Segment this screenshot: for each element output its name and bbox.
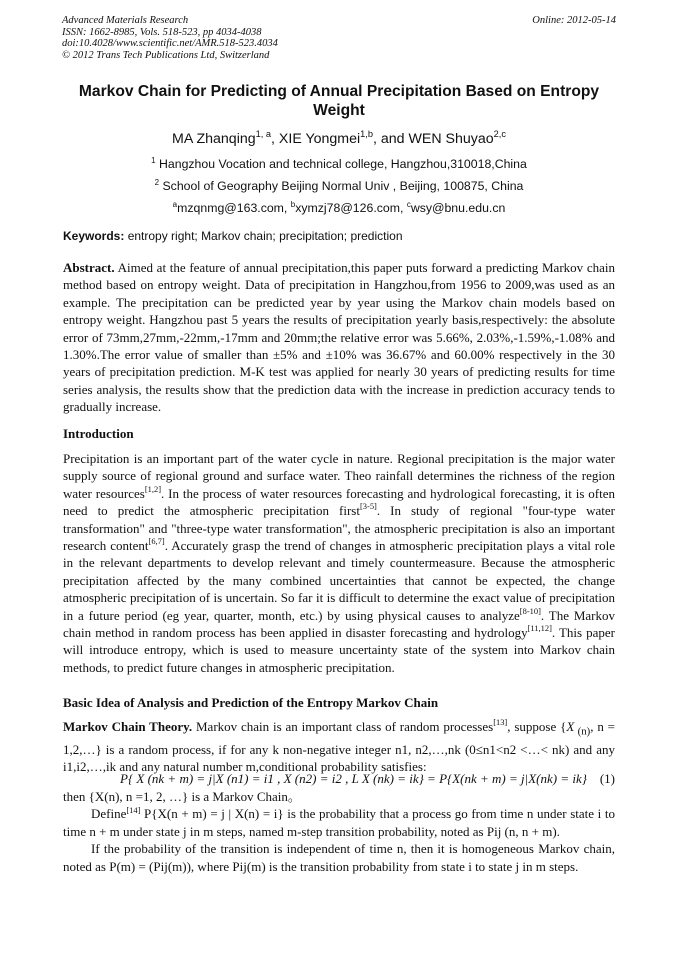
keywords bbox=[63, 229, 615, 243]
markov-definition-block bbox=[63, 788, 615, 875]
email-b[interactable]: xymzj78@126.com, bbox=[295, 201, 407, 215]
then-line: then {X(n), n =1, 2, …} is a Markov Chain。 bbox=[63, 789, 301, 804]
citation: [3-5] bbox=[359, 501, 377, 512]
online-date: Online: 2012-05-14 bbox=[532, 15, 616, 26]
author-3: , and WEN Shuyao bbox=[373, 131, 494, 147]
citation: [11,12] bbox=[527, 623, 552, 634]
author-2-sup: 1,b bbox=[360, 128, 373, 139]
equation-body: P{ X (nk + m) = j|X (n1) = i1 , X (n2) = i2 , L X (nk) = ik} = P{X(nk + m) = j|X(nk) = ik} bbox=[120, 771, 587, 786]
affiliation-2: $^2$ School of Geography Beijing Normal Univ , Beijing, 100875, China bbox=[154, 177, 524, 193]
equation-1 bbox=[120, 770, 615, 787]
author-2: , XIE Yongmei bbox=[271, 131, 361, 147]
keywords-text: entropy right; Markov chain; precipitation; prediction bbox=[124, 229, 403, 243]
introduction-heading: Introduction bbox=[63, 426, 134, 441]
issn-line: ISSN: 1662-8985, Vols. 518-523, pp 4034-4038 bbox=[62, 26, 262, 38]
paper-title: Markov Chain for Predicting of Annual Precipitation Based on Entropy Weight bbox=[78, 83, 600, 119]
author-3-sup: 2,c bbox=[493, 128, 506, 139]
citation: [6,7] bbox=[148, 536, 165, 547]
doi-line: doi:10.4028/www.scientific.net/AMR.518-523.4034 bbox=[62, 38, 278, 50]
citation: [1,2] bbox=[144, 484, 162, 495]
email-a[interactable]: mzqnmg@163.com, bbox=[177, 201, 291, 215]
citation: [13] bbox=[493, 717, 508, 728]
author-1-sup: 1, a bbox=[255, 128, 272, 139]
abstract bbox=[63, 259, 615, 416]
email-c[interactable]: wsy@bnu.edu.cn bbox=[410, 201, 506, 215]
journal-header bbox=[62, 15, 616, 61]
journal-name: Advanced Materials Research bbox=[62, 15, 189, 26]
citation: [14] bbox=[126, 804, 141, 815]
markov-theory-label: Markov Chain Theory. bbox=[63, 719, 193, 734]
copyright-line: © 2012 Trans Tech Publications Ltd, Switzerland bbox=[62, 49, 270, 61]
introduction-paragraph: Precipitation is an important part of the water cycle in nature. Regional precipitation is the major water supply source of regional ground and surface water. Theo rainfall determines the richness of the region water resources[1,2]. In the process of water resources forecasting and hydrological forecasting, it is often need to predict the atmospheric precipitation first[3-5]. In study of regional "four-type water transformation" and "three-type water transformation", the atmospheric precipitation is also an important research content[6,7]. Accurately grasp the trend of changes in atmospheric precipitation plays a vital role in the relevant departments to develop relevant and timely countermeasure. Because the atmospheric precipitation affected by the many combined uncertainties that cannot be expected, the change atmospheric precipitation of is uncertain. So far it is difficult to determine the exact value of precipitation in a future period (eg year, quarter, month, etc.) by using physical causes to analyze[8-10]. The Markov chain method in random process has been applied in disaster forecasting and hydrology[11,12]. This paper will introduce entropy, which is used to measure uncertainty state of the system into Markov chain methods, to predict future changes in atmospheric precipitation. bbox=[63, 451, 616, 675]
equation-number: (1) bbox=[599, 771, 615, 786]
keywords-label: Keywords: bbox=[63, 229, 125, 243]
email-line: $^a$mzqnmg@163.com, $^b$xymzj78@126.com, $^c$wsy@bnu.edu.cn bbox=[172, 199, 506, 215]
section-2-heading: Basic Idea of Analysis and Prediction of the Entropy Markov Chain bbox=[63, 695, 439, 710]
abstract-label: Abstract. bbox=[63, 260, 115, 275]
abstract-text: Aimed at the feature of annual precipitation,this paper puts forward a predicting Markov chain method based on entropy weight. Data of precipitation in Hangzhou,from 1956 to 2009,was used as an example. The precipitation can be predicted year by year using the Markov chain models based on entropy weight. Hangzhou past 5 years the results of precipitation yearly basis,respectively: the absolute error of 73mm,27mm,-22mm,-17mm and 20mm;the relative error was 5.66%, 2.03%,-1.59%,-1.08% and 1.30%.The error value of smaller than ±5% and ±10% was 36.67% and 60.00% respectively in the 30 years of precipitation prediction. M-K test was applied for nearly 30 years of predicting results for time series analysis, the results show that the prediction data with the increase in prediction accuracy tends to gradually increase. bbox=[63, 260, 615, 415]
definition-paragraph: Define[14] P{X(n + m) = j | X(n) = i} is the probability that a process go from time n under state i to time n + m under state j in m steps, named m-step transition probability, noted as Pij (n, n + m). bbox=[63, 804, 615, 839]
author-list bbox=[60, 128, 618, 147]
author-1: MA Zhanqing bbox=[172, 131, 256, 147]
affiliation-1: $^1$ Hangzhou Vocation and technical college, Hangzhou,310018,China bbox=[151, 155, 527, 171]
homogeneous-paragraph: If the probability of the transition is independent of time n, then it is homogeneous Markov chain, noted as P(m) = (Pij(m)), where Pij(m) is the transition probability from state i to state j in m steps. bbox=[63, 841, 615, 874]
markov-theory-paragraph: Markov Chain Theory. Markov chain is an important class of random processes[13], suppose {X $_{(n)}$, n = 1,2,…} is a random process, if for any k non-negative integer n1, n2,…,nk (0≤n1<n2 <…< nk) and any i1,i2,…,ik and any natural number m,conditional probability satisfies: bbox=[63, 717, 615, 775]
citation: [8-10] bbox=[519, 605, 541, 616]
